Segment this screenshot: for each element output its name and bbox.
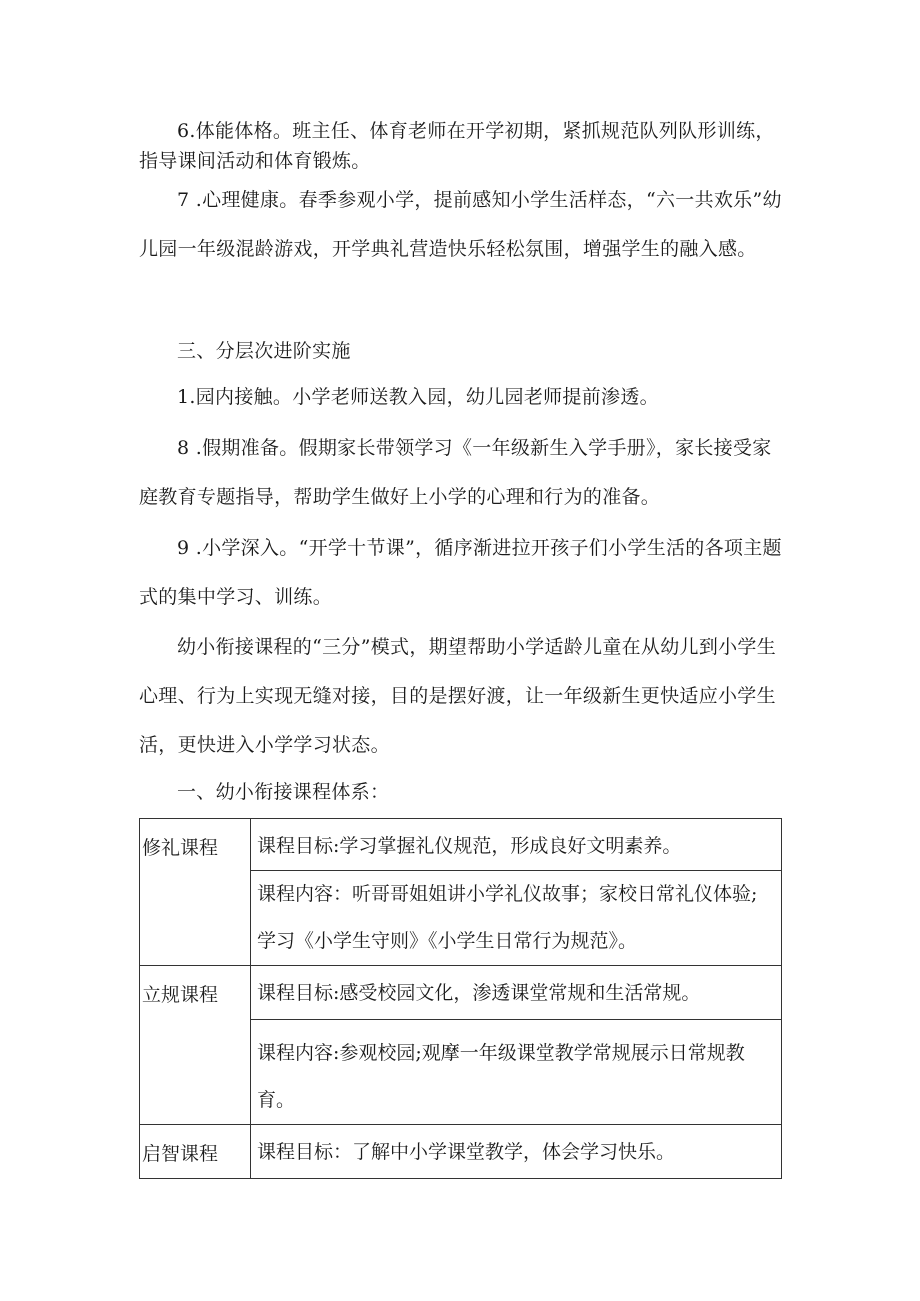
table-row [140, 1125, 782, 1179]
course-goal-text: 课程目标:感受校园文化，渗透课堂常规和生活常规。 [257, 982, 701, 1004]
course-goal-cell [251, 819, 782, 871]
course-system-table [139, 818, 782, 1179]
course-goal-text: 课程目标：了解中小学课堂教学，体会学习快乐。 [257, 1141, 676, 1163]
course-content-text: 课程内容：听哥哥姐姐讲小学礼仪故事；家校日常礼仪体验;学习《小学生守则》《小学生日常行为规范》。 [257, 883, 758, 952]
table-row [140, 819, 782, 871]
course-goal-cell [251, 966, 782, 1020]
paragraph-mental-health: 7 .心理健康。春季参观小学，提前感知小学生活样态，“六一共欢乐”幼儿园一年级混龄游戏，开学典礼营造快乐轻松氛围，增强学生的融入感。 [139, 189, 782, 260]
course-name-cell: 启智课程 [140, 1125, 251, 1179]
paragraph-three-part-model: 幼小衔接课程的“三分”模式，期望帮助小学适龄儿童在从幼儿到小学生心理、行为上实现无缝对接，目的是摆好渡，让一年级新生更快适应小学生活，更快进入小学学习状态。 [139, 636, 777, 756]
table-row [140, 966, 782, 1020]
paragraph-primary-school-deepening: 9 .小学深入。“开学十节课”，循序渐进拉开孩子们小学生活的各项主题式的集中学习、训练。 [139, 537, 782, 608]
course-goal-cell [251, 1125, 782, 1179]
section-heading-course-system: 一、幼小衔接课程体系： [177, 781, 390, 803]
paragraph-physical-fitness: 6.体能体格。班主任、体育老师在开学初期，紧抓规范队列队形训练，指导课间活动和体育锻炼。 [139, 120, 775, 172]
section-heading-layered-implementation: 三、分层次进阶实施 [177, 340, 351, 362]
paragraph-in-kindergarten-contact: 1.园内接触。小学老师送教入园，幼儿园老师提前渗透。 [177, 386, 659, 408]
course-content-cell [251, 1020, 782, 1125]
course-content-text: 课程内容:参观校园;观摩一年级课堂教学常规展示日常规教育。 [257, 1042, 745, 1111]
paragraph-holiday-preparation: 8 .假期准备。假期家长带领学习《一年级新生入学手册》，家长接受家庭教育专题指导，帮助学生做好上小学的心理和行为的准备。 [139, 437, 772, 508]
course-name-cell: 修礼课程 [140, 819, 251, 966]
course-name-cell: 立规课程 [140, 966, 251, 1125]
course-goal-text: 课程目标:学习掌握礼仪规范，形成良好文明素养。 [257, 835, 682, 857]
course-content-cell [251, 871, 782, 966]
